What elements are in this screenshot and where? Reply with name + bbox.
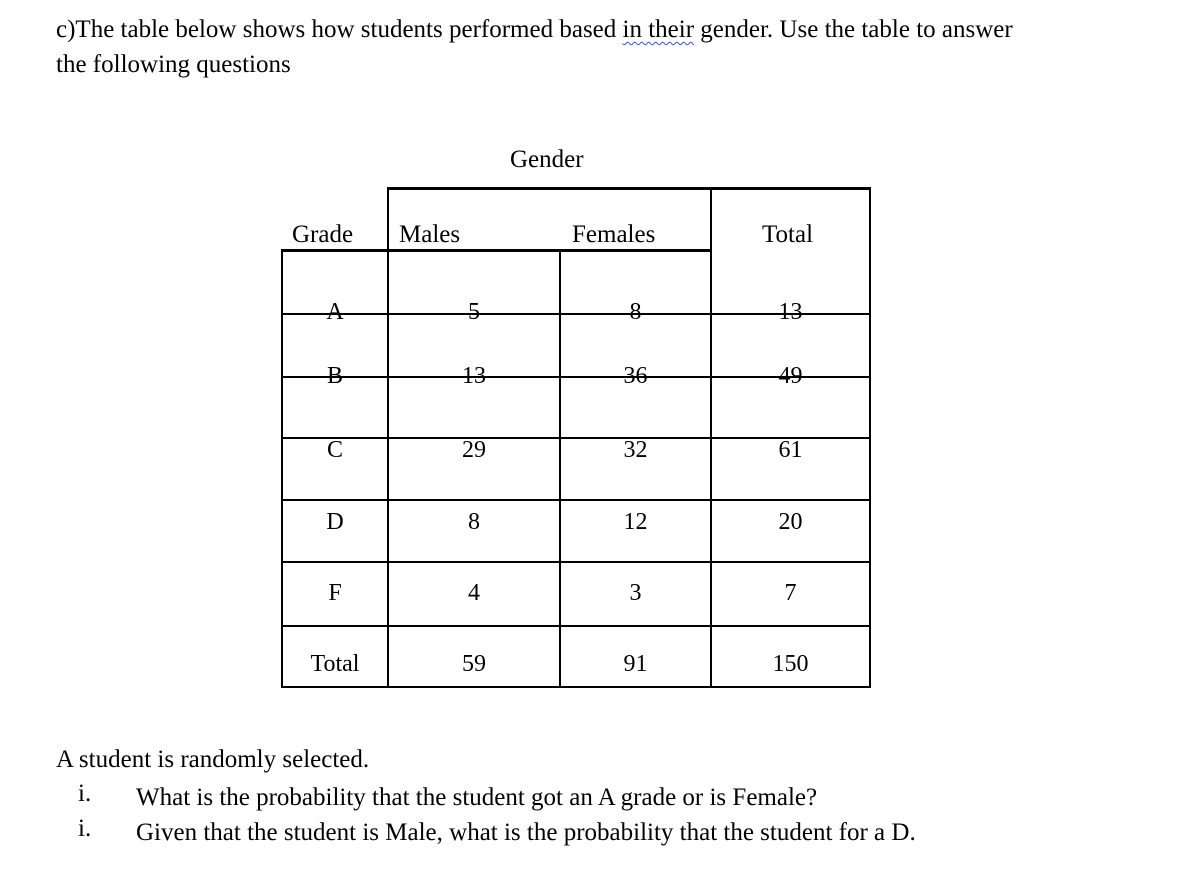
intro-text-after: gender. Use the table to answer <box>694 16 1013 43</box>
intro-text-line2: the following questions <box>56 51 291 78</box>
table-cell: 150 <box>772 651 809 677</box>
grid-line <box>281 249 711 252</box>
table-cell: B <box>326 363 343 389</box>
gender-header: Gender <box>510 146 584 173</box>
table-cell: 4 <box>468 580 480 606</box>
table-cell: 49 <box>778 363 803 389</box>
table-cell: C <box>326 437 343 463</box>
table-cell: D <box>326 509 344 535</box>
table-cell: 36 <box>623 363 648 389</box>
table-cell: 32 <box>623 437 648 463</box>
table-cell: 5 <box>468 299 480 325</box>
table-cell: 20 <box>778 509 803 535</box>
grid-line <box>281 686 871 688</box>
table-cell: A <box>326 299 344 325</box>
table-cell: 59 <box>462 651 486 677</box>
table-cell: 13 <box>778 299 803 325</box>
table-cell: 3 <box>629 580 642 606</box>
table-cell: 12 <box>623 509 648 535</box>
grid-line <box>387 187 871 190</box>
column-header-males: Males <box>399 221 461 248</box>
table-cell: 8 <box>468 509 480 535</box>
part-label: c) <box>56 16 76 43</box>
column-header-total: Total <box>762 221 814 248</box>
question-text: What is the probability that the student got an A grade or is Female? <box>136 784 818 811</box>
question-number: i. <box>78 815 92 842</box>
intro-text <box>56 12 1156 82</box>
question-number: i. <box>78 780 92 807</box>
table-cell: 61 <box>778 437 803 463</box>
column-header-grade: Grade <box>292 221 354 248</box>
question-lead: A student is randomly selected. <box>56 746 370 773</box>
table-cell: 29 <box>462 437 486 463</box>
table-cell: 91 <box>623 651 648 677</box>
table-cell: 13 <box>462 363 486 389</box>
intro-text-before: The table below shows how students performed based <box>75 16 623 43</box>
question-text: Given that the student is Male, what is the probability that the student for a D. <box>136 819 916 846</box>
table-cell: 8 <box>629 299 642 325</box>
grid-line <box>281 561 871 563</box>
grid-line <box>281 625 871 627</box>
table-cell: Total <box>310 651 360 677</box>
column-header-females: Females <box>572 221 656 248</box>
table-cell: 7 <box>784 580 797 606</box>
grid-line <box>281 499 871 501</box>
table-cell: F <box>328 580 342 606</box>
spell-check-underlined-text: in their <box>622 16 695 43</box>
